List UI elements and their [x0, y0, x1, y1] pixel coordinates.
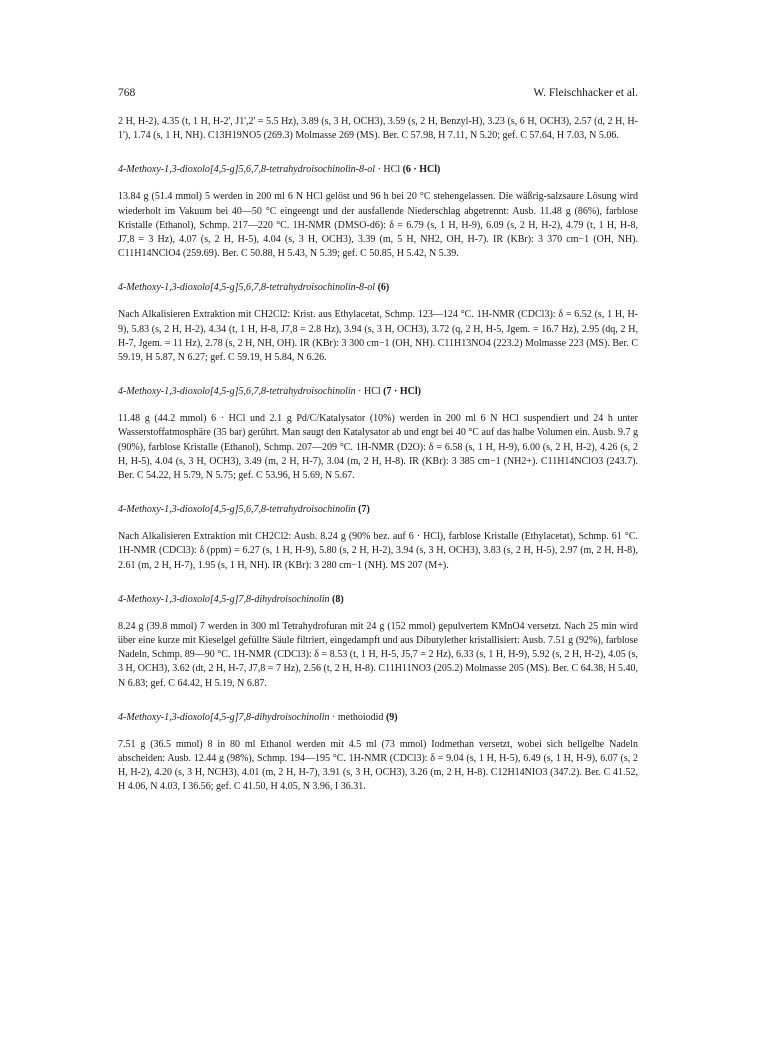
compound-number: (6) — [377, 282, 390, 294]
compound-name: 4-Methoxy-1,3-dioxolo[4,5-g]5,6,7,8-tetrahydroisochinolin — [118, 504, 356, 516]
compound-name: 4-Methoxy-1,3-dioxolo[4,5-g]5,6,7,8-tetrahydroisochinolin — [118, 386, 356, 398]
section-body: Nach Alkalisieren Extraktion mit CH2Cl2: Ausb. 8.24 g (90% bez. auf 6 · HCl), farblose Kristalle (Ethylacetat), Schmp. 61 °C. 1H-NMR (CDCl3): δ (ppm) = 6.27 (s, 1 H, H-9), 5.80 (s, 2 H, H-2), 3.94 (s, 3 H, OCH3), 3.83 (s, 2 H, H-5), 2.97 (m, 2 H, H-8), 2.61 (m, 2 H, H-7), 1.95 (s, 1 H, NH). IR (KBr): 3 280 cm−1 (NH). MS 207 (M+). — [118, 531, 638, 571]
section-body: 8.24 g (39.8 mmol) 7 werden in 300 ml Tetrahydrofuran mit 24 g (152 mmol) gepulvertem KMnO4 versetzt. Nach 25 min wird über eine kurze mit Kieselgel gefüllte Säule filtriert, eingedampft und aus Dibutylether kristallisiert: Ausb. 7.51 g (92%), farblose Nadeln, Schmp. 89—90 °C. 1H-NMR (CDCl3): δ = 8.53 (t, 1 H, H-5, J5,7 = 2 Hz), 6.33 (s, 1 H, H-9), 5.92 (s, 2 H, H-2), 4.05 (s, 3 H, OCH3), 3.62 (dt, 2 H, H-7, J7,8 = 7 Hz), 2.56 (t, 2 H, H-8). C11H11NO3 (205.2) Molmasse 205 (MS). Ber. C 64.38, H 5.40, N 6.83; gef. C 64.42, H 5.19, N 6.87. — [118, 620, 638, 689]
section-heading — [118, 281, 638, 295]
section-7 — [118, 503, 638, 573]
section-body: 7.51 g (36.5 mmol) 8 in 80 ml Ethanol werden mit 4.5 ml (73 mmol) Iodmethan versetzt, wobei sich hellgelbe Nadeln abscheiden: Ausb. 12.44 g (98%), Schmp. 194—195 °C. 1H-NMR (CDCl3): δ = 9.04 (s, 1 H, H-5), 6.49 (s, 1 H, H-9), 6.07 (s, 2 H, H-2), 4.20 (s, 3 H, NCH3), 4.01 (m, 2 H, H-7), 3.91 (s, 3 H, OCH3), 3.26 (m, 2 H, H-8). C12H14NIO3 (347.2). Ber. C 41.52, H 4.06, N 4.03, I 36.56; gef. C 41.50, H 4.05, N 3.96, I 36.31. — [118, 738, 638, 793]
compound-suffix: · methoiodid — [329, 711, 386, 723]
compound-suffix: · HCl — [375, 164, 403, 176]
section-body: 13.84 g (51.4 mmol) 5 werden in 200 ml 6 N HCl gelöst und 96 h bei 20 °C stehengelassen. Die wäßrig-salzsaure Lösung wird wiederholt im Vakuum bei 40—50 °C eingeengt und der ausfallende Niederschlag abgetrennt: Ausb. 11.48 g (86%), farblose Kristalle (Ethanol), Schmp. 217—220 °C. 1H-NMR (DMSO-d6): δ = 6.79 (s, 1 H, H-9), 6.09 (s, 2 H, H-2), 4.79 (t, 1 H, H-8, J7,8 = 3 Hz), 4.07 (s, 2 H, H-5), 4.04 (s, 3 H, OCH3), 3.39 (m, 5 H, NH2, OH, H-7). IR (KBr): 3 370 cm−1 (OH, NH). C11H14NClO4 (259.69). Ber. C 50.88, H 5.43, N 5.39; gef. C 50.85, H 5.42, N 5.39. — [118, 191, 638, 260]
section-body: 11.48 g (44.2 mmol) 6 · HCl und 2.1 g Pd/C/Katalysator (10%) werden in 200 ml 6 N HCl suspendiert und 24 h unter Wasserstoffatmosphäre (35 bar) gerührt. Man saugt den Katalysator ab und engt bei 40 °C auf das halbe Volumen ein. Ausb. 9.7 g (90%), farblose Kristalle (Ethanol), Schmp. 207—209 °C. 1H-NMR (D2O): δ = 6.58 (s, 1 H, H-9), 6.00 (s, 2 H, H-2), 4.26 (s, 2 H, H-5), 4.04 (s, 3 H, OCH3), 3.49 (m, 2 H, H-7), 3.04 (m, 2 H, H-8). IR (KBr): 3 385 cm−1 (NH2+). C11H14NClO3 (243.7). Ber. C 54.22, H 5.79, N 5.75; gef. C 53.96, H 5.69, N 5.67. — [118, 413, 638, 482]
section-heading — [118, 593, 638, 607]
section-8 — [118, 593, 638, 691]
section-heading — [118, 385, 638, 399]
section-7-hcl — [118, 385, 638, 483]
page-header — [118, 86, 638, 100]
compound-number: (8) — [332, 593, 344, 605]
section-heading — [118, 503, 638, 517]
journal-page — [118, 86, 638, 795]
running-authors: W. Fleischhacker et al. — [533, 87, 638, 99]
page-number: 768 — [118, 87, 136, 99]
compound-number: (9) — [385, 711, 398, 723]
compound-suffix: · HCl — [355, 386, 384, 398]
compound-name: 4-Methoxy-1,3-dioxolo[4,5-g]7,8-dihydroisochinolin — [118, 711, 330, 723]
compound-number: (7) — [358, 504, 370, 516]
compound-name: 4-Methoxy-1,3-dioxolo[4,5-g]7,8-dihydroisochinolin — [118, 593, 330, 605]
section-heading — [118, 163, 638, 177]
intro-paragraph: 2 H, H-2), 4.35 (t, 1 H, H-2', J1',2' = 5.5 Hz), 3.89 (s, 3 H, OCH3), 3.59 (s, 2 H, Benzyl-H), 3.23 (s, 6 H, OCH3), 2.57 (d, 2 H, H-1'), 1.74 (s, 1 H, NH). C13H19NO5 (269.3) Molmasse 269 (MS). Ber. C 57.98, H 7.11, N 5.20; gef. C 57.64, H 7.03, N 5.06. — [118, 116, 638, 142]
compound-number: (6 · HCl) — [402, 164, 441, 176]
section-heading — [118, 711, 638, 725]
section-6-hcl — [118, 163, 638, 261]
section-9 — [118, 711, 638, 795]
section-body: Nach Alkalisieren Extraktion mit CH2Cl2: Krist. aus Ethylacetat, Schmp. 123—124 °C. 1H-NMR (CDCl3): δ = 6.52 (s, 1 H, H-9), 5.83 (s, 2 H, H-2), 4.34 (t, 1 H, H-8, J7,8 = 2.8 Hz), 3.94 (s, 3 H, OCH3), 3.72 (q, 2 H, H-5, Jgem. = 16.7 Hz), 2.95 (dq, 2 H, H-7, Jgem. = 11 Hz), 2.78 (s, 2 H, NH, OH). IR (KBr): 3 300 cm−1 (OH, NH). C11H13NO4 (223.2) Molmasse 223 (MS). Ber. C 59.19, H 5.87, N 6.27; gef. C 59.19, H 5.84, N 6.26. — [118, 309, 638, 364]
compound-name: 4-Methoxy-1,3-dioxolo[4,5-g]5,6,7,8-tetrahydroisochinolin-8-ol — [118, 164, 376, 176]
compound-number: (7 · HCl) — [383, 386, 421, 398]
section-6 — [118, 281, 638, 365]
compound-name: 4-Methoxy-1,3-dioxolo[4,5-g]5,6,7,8-tetrahydroisochinolin-8-ol — [118, 282, 376, 294]
